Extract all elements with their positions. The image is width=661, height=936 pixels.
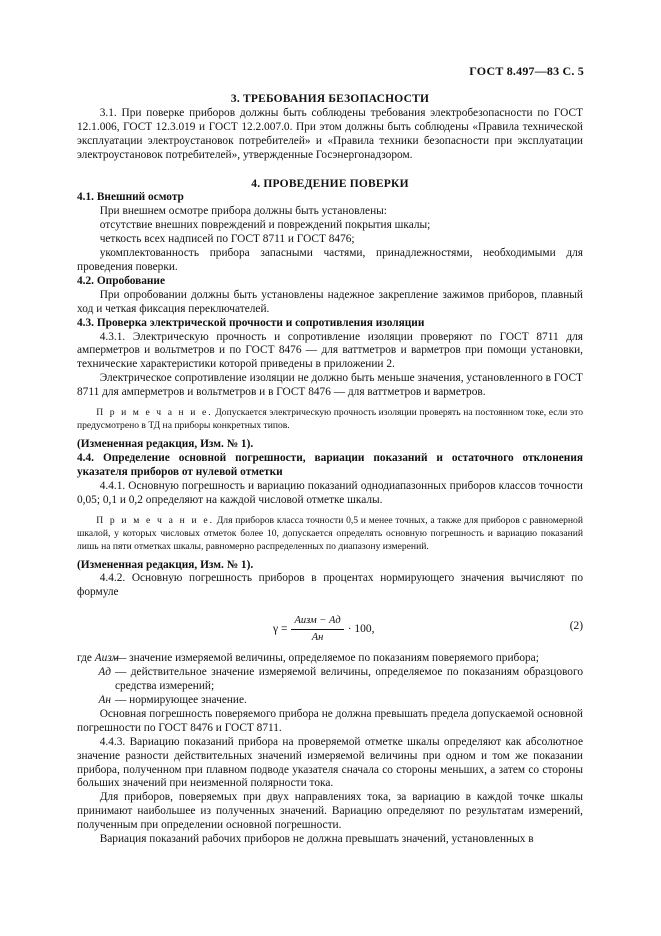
paragraph-last: Вариация показаний рабочих приборов не должна превышать значений, установленных в <box>99 833 534 846</box>
legend-text: — нормирующее значение. <box>115 694 247 706</box>
note-2 <box>77 514 583 553</box>
paragraph-basic-error: Основная погрешность поверяемого прибора не должна превышать предела допускаемой основной погрешности по ГОСТ 8476 и ГОСТ 8711. <box>77 707 583 734</box>
note-1-label: П р и м е ч а н и е. <box>96 407 213 419</box>
legend-text: — действительное значение измеряемой величины, определяемое по показаниям образцового средства измерений; <box>115 666 583 693</box>
note-1-text: Допускается электрическую прочность изоляции проверять на постоянном токе, если это предусмотрено в ТД на приборы конкретных типов. <box>77 407 584 432</box>
paragraph-two-directions: Для приборов, поверяемых при двух направлениях тока, за вариацию в каждой точке шкалы принимают наибольшее из полученных значений. Вариацию определяют по результатам измерений, полученным при определении основной погрешности. <box>77 791 583 832</box>
heading-4-1: 4.1. Внешний осмотр <box>77 191 184 204</box>
document-body <box>77 93 583 847</box>
heading-4-4: 4.4. Определение основной погрешности, вариации показаний и остаточного отклонения указателя приборов от нулевой отметки <box>77 451 583 478</box>
paragraph-4-1d: укомплектованность прибора запасными частями, принадлежностями, необходимыми для проведения поверки. <box>77 247 583 273</box>
note-2-text: Для приборов класса точности 0,5 и менее точных, а также для приборов с равномерной шкалой, у которых числовых отметок более 10, допускается определять основную погрешность и вариацию показаний лишь на пяти отметках шкалы, равномерно распределенных по диапазону измерений. <box>77 514 583 552</box>
note-2-label: П р и м е ч а н и е. <box>96 514 214 526</box>
note-1 <box>77 406 583 432</box>
paragraph-4-3-1b: Электрическое сопротивление изоляции не должно быть меньше значения, установленного в ГОСТ 8711 для амперметров и вольтметров и в ГОСТ 8476 — для ваттметров и варметров. <box>77 372 583 399</box>
amendment-2: (Измененная редакция, Изм. № 1). <box>77 558 254 571</box>
formula-fraction <box>291 614 343 645</box>
section-3-title: 3. ТРЕБОВАНИЯ БЕЗОПАСНОСТИ <box>230 93 430 105</box>
paragraph-4-1c: четкость всех надписей по ГОСТ 8711 и ГОСТ 8476; <box>99 233 355 246</box>
amendment-1: (Измененная редакция, Изм. № 1). <box>77 438 254 451</box>
legend-row <box>77 666 583 694</box>
paragraph-4-4-3: 4.4.3. Вариацию показаний прибора на проверяемой отметке шкалы определяют как абсолютное значение разности действительных значений измеряемой величины при одном и том же показании прибора, полученном при плавном подводе указателя сначала со стороны меньших, а затем со стороны больших значений при неизменной полярности тока. <box>77 735 583 790</box>
formula-numerator: Aизм − Aд <box>291 614 343 630</box>
heading-4-2: 4.2. Опробование <box>77 274 166 287</box>
section-4-title: 4. ПРОВЕДЕНИЕ ПОВЕРКИ <box>251 177 409 190</box>
paragraph-4-1a: При внешнем осмотре прибора должны быть установлены: <box>99 205 387 218</box>
legend-row <box>77 652 583 666</box>
legend-text: — значение измеряемой величины, определяемое по показаниям поверяемого прибора; <box>115 652 539 665</box>
formula-denominator: Aн <box>311 632 324 644</box>
paragraph-4-1b: отсутствие внешних повреждений и повреждений покрытия шкалы; <box>99 219 431 232</box>
paragraph-4-2: При опробовании должны быть установлены надежное закрепление зажимов приборов, плавный ход и четкая фиксация переключателей. <box>77 288 583 315</box>
formula-lhs: γ = <box>273 622 288 635</box>
paragraph-4-4-2: 4.4.2. Основную погрешность приборов в процентах нормирующего значения вычисляют по формуле <box>77 572 583 599</box>
formula-rhs: · 100, <box>347 622 375 635</box>
page-header: ГОСТ 8.497—83 С. 5 <box>469 64 584 78</box>
formula-expression <box>273 614 375 645</box>
formula-2 <box>77 608 583 648</box>
paragraph-4-4-1: 4.4.1. Основную погрешность и вариацию показаний однодиапазонных приборов классов точности 0,05; 0,1 и 0,2 определяют на каждой числовой отметке шкалы. <box>77 479 583 506</box>
formula-number: (2) <box>569 620 583 633</box>
legend-symbol: Aд <box>98 666 111 679</box>
paragraph-3-1: 3.1. При поверке приборов должны быть соблюдены требования электробезопасности по ГОСТ 12.1.006, ГОСТ 12.3.019 и ГОСТ 12.2.007.0. При этом должны быть соблюдены «Правила технической эксплуатации электроустановок потребителей» и «Правила техники безопасности при эксплуатации электроустановок потребителей», утвержденные Госэнергонадзором. <box>77 106 583 161</box>
heading-4-3: 4.3. Проверка электрической прочности и сопротивления изоляции <box>77 316 425 329</box>
legend-row <box>77 694 583 708</box>
legend-symbol: Aн <box>98 694 111 706</box>
legend-where: где Aизм <box>77 652 119 665</box>
paragraph-4-3-1: 4.3.1. Электрическую прочность и сопротивление изоляции проверяют по ГОСТ 8711 для амперметров и вольтметров и по ГОСТ 8476 — для ваттметров и варметров при помощи установки, технические характеристики которой приведены в приложении 2. <box>77 330 583 371</box>
